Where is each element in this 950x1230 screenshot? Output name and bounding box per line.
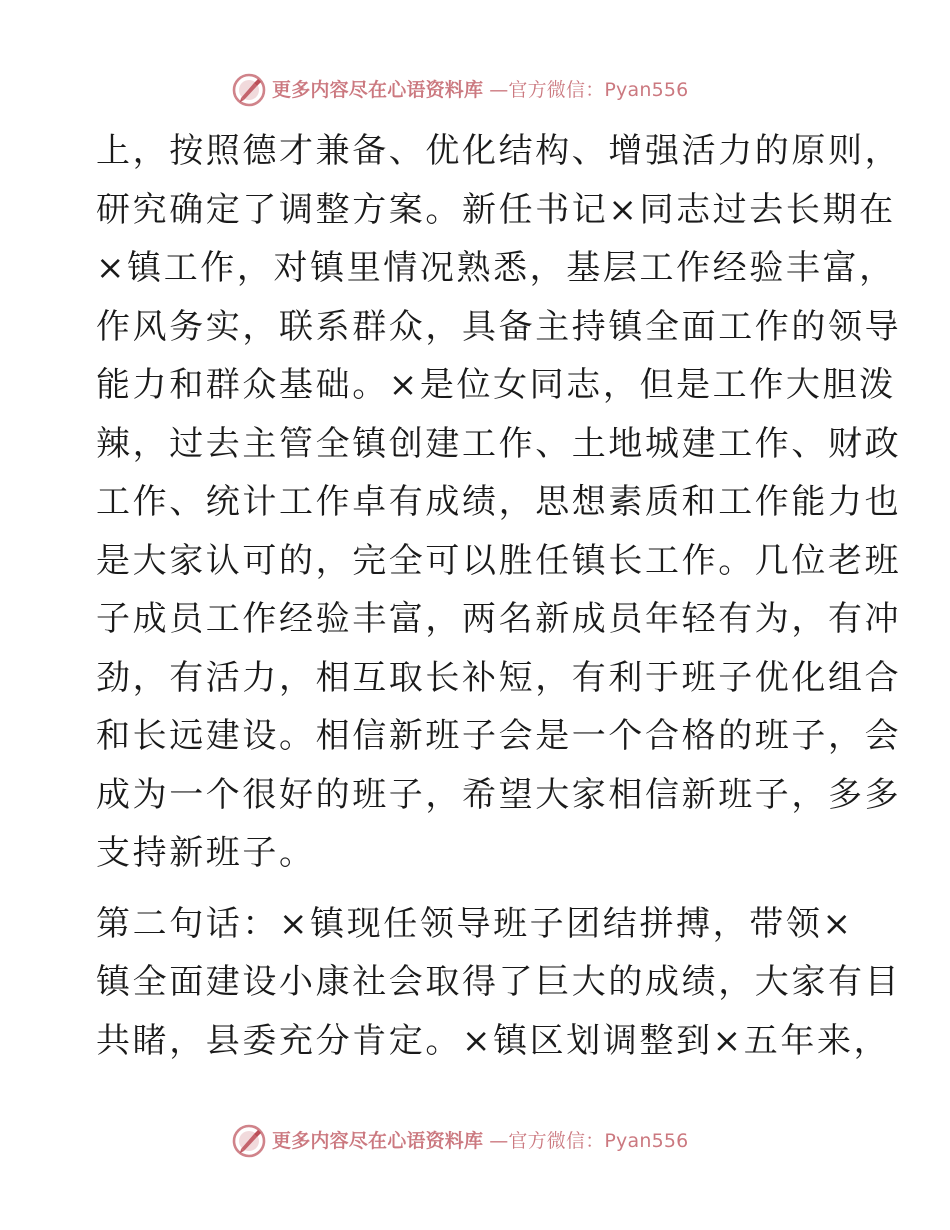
watermark-wechat-text: —官方微信：Pyan556 [489,78,689,101]
text-line: ×镇工作，对镇里情况熟悉，基层工作经验丰富， [96,248,896,288]
text-line: 能力和群众基础。×是位女同志，但是工作大胆泼 [96,365,896,405]
text-line: 是大家认可的，完全可以胜任镇长工作。几位老班 [96,540,902,581]
text-line: 工作、统计工作卓有成绩，思想素质和工作能力也 [96,482,902,522]
text-line: 镇全面建设小康社会取得了巨大的成绩，大家有目 [96,962,902,1002]
text-line: 第二句话：×镇现任领导班子团结拼搏，带领× [96,903,854,944]
pen-circle-logo-icon [232,1124,266,1158]
watermark-site-text: 更多内容尽在心语资料库 [272,1129,484,1152]
text-line: 共睹，县委充分肯定。×镇区划调整到×五年来， [96,1020,891,1061]
text-line: 子成员工作经验丰富，两名新成员年轻有为，有冲 [96,599,902,639]
paragraph-2 [96,895,902,1071]
text-line: 和长远建设。相信新班子会是一个合格的班子，会 [96,716,902,756]
document-body [96,122,902,1070]
text-line: 作风务实，联系群众，具备主持镇全面工作的领导 [96,306,902,347]
text-line: 辣，过去主管全镇创建工作、土地城建工作、财政 [96,423,902,464]
text-line: 上，按照德才兼备、优化结构、增强活力的原则， [96,131,902,171]
pen-circle-logo-icon [232,73,266,107]
watermark-wechat-text: —官方微信：Pyan556 [489,1129,689,1152]
paragraph-1 [96,122,902,883]
text-line: 劲，有活力，相互取长补短，有利于班子优化组合 [96,657,902,698]
text-line: 支持新班子。 [96,833,316,873]
header-watermark [232,72,688,108]
watermark-site-text: 更多内容尽在心语资料库 [272,78,484,101]
paragraph-spacer [96,883,848,895]
footer-watermark [232,1123,688,1159]
text-line: 成为一个很好的班子，希望大家相信新班子，多多 [96,774,902,815]
text-line: 研究确定了调整方案。新任书记×同志过去长期在 [96,189,896,230]
